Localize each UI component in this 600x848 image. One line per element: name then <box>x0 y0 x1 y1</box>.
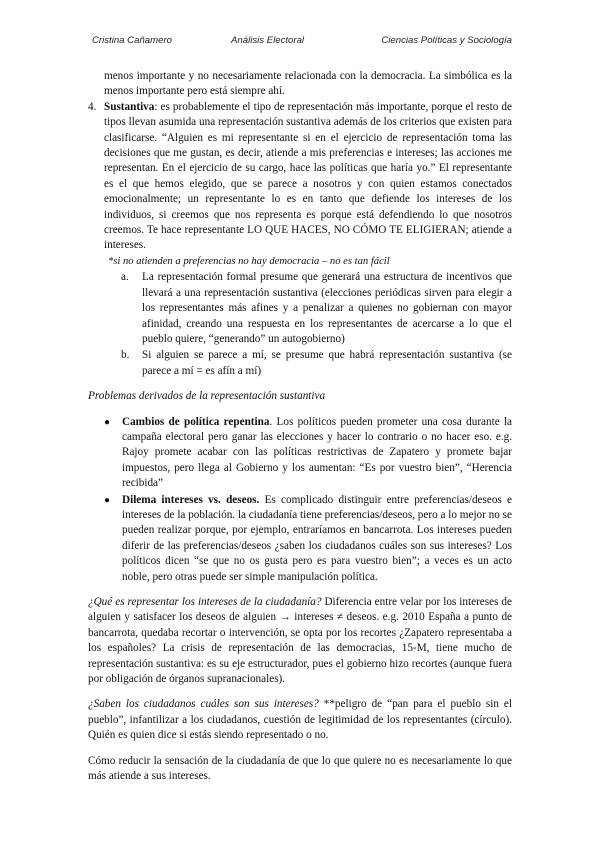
paragraph-know-interests <box>88 697 512 743</box>
list-item-number: 4. <box>88 100 97 113</box>
paragraph-interests-text: Diferencia entre velar por los intereses de alguien y satisfacer los deseos de alguien → intereses ≠ deseos. e.g. 2010 España a punto de bancarrota, quedaba recortar o intervención, se opta por los recortes ¿Zapatero representaba a los españoles? La crisis de representación de las democracias, 15-M, tiene mucho de representación sustantiva: es su eje estructurador, pues el gobierno hizo recortes (aunque fuera por obligación de órganos supranacionales). <box>88 596 512 686</box>
problems-list <box>88 415 512 585</box>
bullet-icon: ● <box>104 494 111 506</box>
sub-item-text: Si alguien se parece a mí, se presume que habrá representación sustantiva (se parece a mí = es afín a mí) <box>142 349 512 377</box>
sustantiva-definition: : es probablemente el tipo de representación más importante, porque el resto de tipos llevan asumida una representación sustantiva además de los criterios que existen para clasificarse. “Alguien es mi representante si en el ejercicio de representación toma las decisiones que me gustan, es decir, atiende a mis preferencias e intereses; las acciones me representan. En el ejercicio de su cargo, hace las políticas que haría yo.” El representante es el que hemos elegido, que se parece a nosotros y con quien estamos conectados emocionalmente; un representante lo es en tanto que defiende los intereses de los individuos, si creemos que nos representa es porque está defendiendo lo que nosotros creemos. Te hace representante LO QUE HACES, NO CÓMO TE ELIGIERAN; atiende a intereses. <box>104 100 512 252</box>
term-sustantiva: Sustantiva <box>104 100 155 113</box>
sub-item-a <box>88 270 512 347</box>
bullet-term: Cambios de política repentina <box>122 415 270 428</box>
sub-item-text: La representación formal presume que generará una estructura de incentivos que llevará a una representación sustantiva (elecciones periódicas sirven para elegir a los representantes más afines y a penalizar a quienes no gobiernan con mayor afinidad, creando una respuesta en los representantes de acercarse a lo que el pueblo quiere, “generando” un autogobierno) <box>142 271 512 345</box>
bullet-icon: ● <box>104 416 111 428</box>
bullet-text: . Los políticos pueden prometer una cosa durante la campaña electoral pero ganar las elecciones y hacer lo contrario o no hacer eso. e.g. Rajoy promete acabar con las políticas restrictivas de Zapatero y promete bajar impuestos, pero llega al Gobierno y los aumentan: “Es por vuestro bien”, “Herencia recibida” <box>122 415 513 490</box>
bullet-term: Dilema intereses vs. deseos. <box>122 493 260 506</box>
paragraph-know-text: **peligro de “pan para el pueblo sin el pueblo”, infantilizar a los ciudadanos, cuestión de legitimidad de los representantes (círculo). Quién es quien dice si estás siendo representado o no. <box>88 698 512 742</box>
sub-item-b <box>88 348 512 379</box>
sub-item-letter: a. <box>121 271 129 284</box>
note-democracy: *si no atienden a preferencias no hay democracia – no es tan fácil <box>108 255 390 267</box>
list-item <box>88 493 512 585</box>
bullet-text: Es complicado distinguir entre preferencias/deseos e intereses de la población. la ciudadanía tiene preferencias/deseos, pero a lo mejor no se pueden realizar porque, por ejemplo, entraríamos en bancarrota. Los intereses pueden diferir de las preferencias/deseos ¿saben los ciudadanos cuáles son sus intereses? Los políticos dicen “se que no os gusta pero es para vuestro bien”; a veces es un acto noble, pero otras puede ser simple manipulación política. <box>122 493 513 583</box>
paragraph-interests <box>88 595 512 687</box>
header-subject: Análisis Electoral <box>231 35 305 46</box>
sub-item-letter: b. <box>121 349 130 362</box>
page-header <box>92 33 512 47</box>
list-item-text <box>104 100 512 254</box>
header-author: Cristina Cañamero <box>92 35 172 46</box>
question-interests: ¿Qué es representar los intereses de la ciudadanía? <box>88 596 322 608</box>
section-title-problems: Problemas derivados de la representación sustantiva <box>88 390 326 403</box>
header-degree: Ciencias Políticas y Sociología <box>381 35 512 46</box>
question-know-interests: ¿Saben los ciudadanos cuáles son sus intereses? <box>88 698 319 711</box>
document-body <box>88 69 512 784</box>
list-item-sustantiva <box>88 100 512 254</box>
paragraph-final: Cómo reducir la sensación de la ciudadanía de que lo que quiere no es necesariamente lo que más atiende a sus intereses. <box>88 754 512 783</box>
list-item <box>88 415 512 492</box>
intro-paragraph: menos importante y no necesariamente relacionada con la democracia. La simbólica es la menos importante pero está siempre ahí. <box>104 70 512 98</box>
